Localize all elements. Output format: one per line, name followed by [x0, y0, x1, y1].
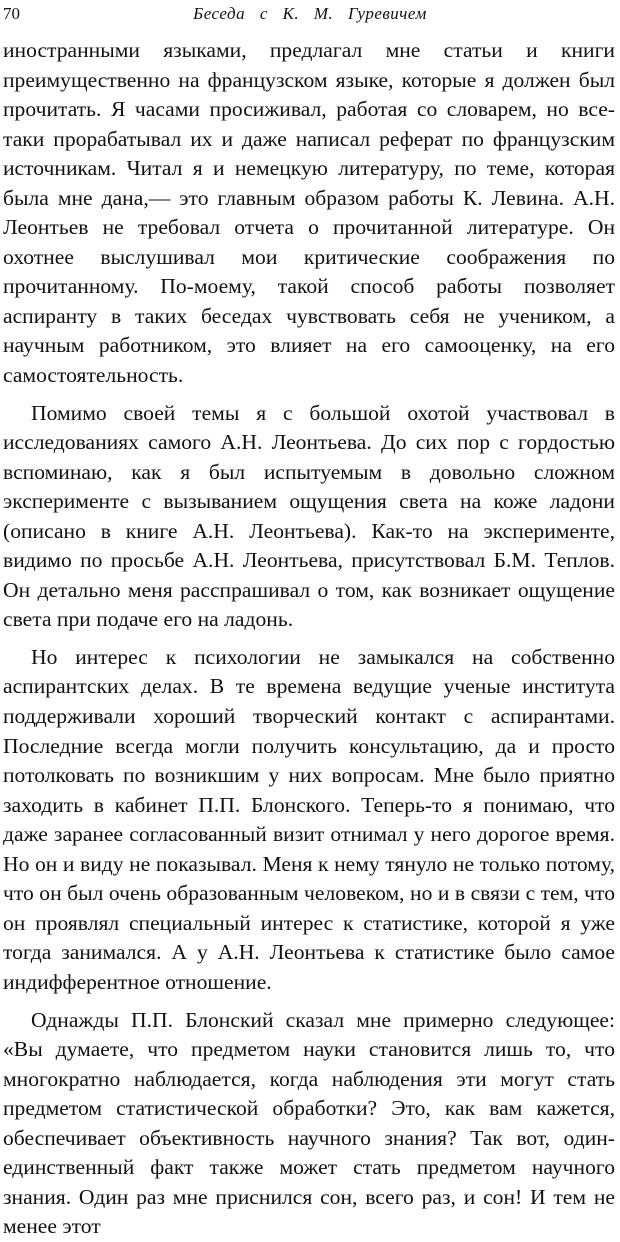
page-number: 70 [3, 4, 20, 23]
page-header [3, 2, 617, 26]
paragraph: Однажды П.П. Блонский сказал мне примерно следующее: «Вы думаете, что предметом науки становится лишь то, что многократно наблюдается, когда наблюдения эти могут стать предметом статистической обработки? Это, как вам кажется, обеспечивает объективность научного знания? Так вот, один-единственный факт также может стать предметом научного знания. Один раз мне приснился сон, всего раз, и сон! И тем не менее этот [3, 1007, 615, 1239]
paragraph-continuation: иностранными языками, предлагал мне статьи и книги преимущественно на французском языке, которые я должен был прочитать. Я часами просиживал, работая со словарем, но все-таки прорабатывал их и даже написал реферат по французским источникам. Читал я и немецкую литературу, по теме, которая была мне дана,— это главным образом работы К. Левина. А.Н. Леонтьев не требовал отчета о прочитанной литературе. Он охотнее выслушивал мои критические соображения по прочитанному. По-моему, такой способ работы позволяет аспиранту в таких беседах чувствовать себя не учеником, а научным работником, это влияет на его самооценку, на его самостоятельность. [3, 38, 615, 388]
paragraph: Но интерес к психологии не замыкался на собственно аспирантских делах. В те времена ведущие ученые института поддерживали хороший творческий контакт с аспирантами. Последние всегда могли получить консультацию, да и просто потолковать по возникшим у них вопросам. Мне было приятно заходить в кабинет П.П. Блонского. Теперь-то я понимаю, что даже заранее согласованный визит отнимал у него дорогое время. Но он и виду не показывал. Меня к нему тянуло не только потому, что он был очень образованным человеком, но и в связи с тем, что он проявлял специальный интерес к статистике, которой я уже тогда занимался. А у А.Н. Леонтьева к статистике было самое индифферентное отношение. [3, 644, 615, 994]
paragraph: Помимо своей темы я с большой охотой участвовал в исследованиях самого А.Н. Леонтьева. До сих пор с гордостью вспоминаю, как я был испытуемым в довольно сложном эксперименте с вызыванием ощущения света на коже ладони (описано в книге А.Н. Леонтьева). Как-то на эксперименте, видимо по просьбе А.Н. Леонтьева, присутствовал Б.М. Теплов. Он детально меня расспрашивал о том, как возникает ощущение света при подаче его на ладонь. [3, 400, 615, 632]
running-title: Беседа с К. М. Гуревичем [193, 4, 427, 23]
body-text [3, 36, 615, 1242]
